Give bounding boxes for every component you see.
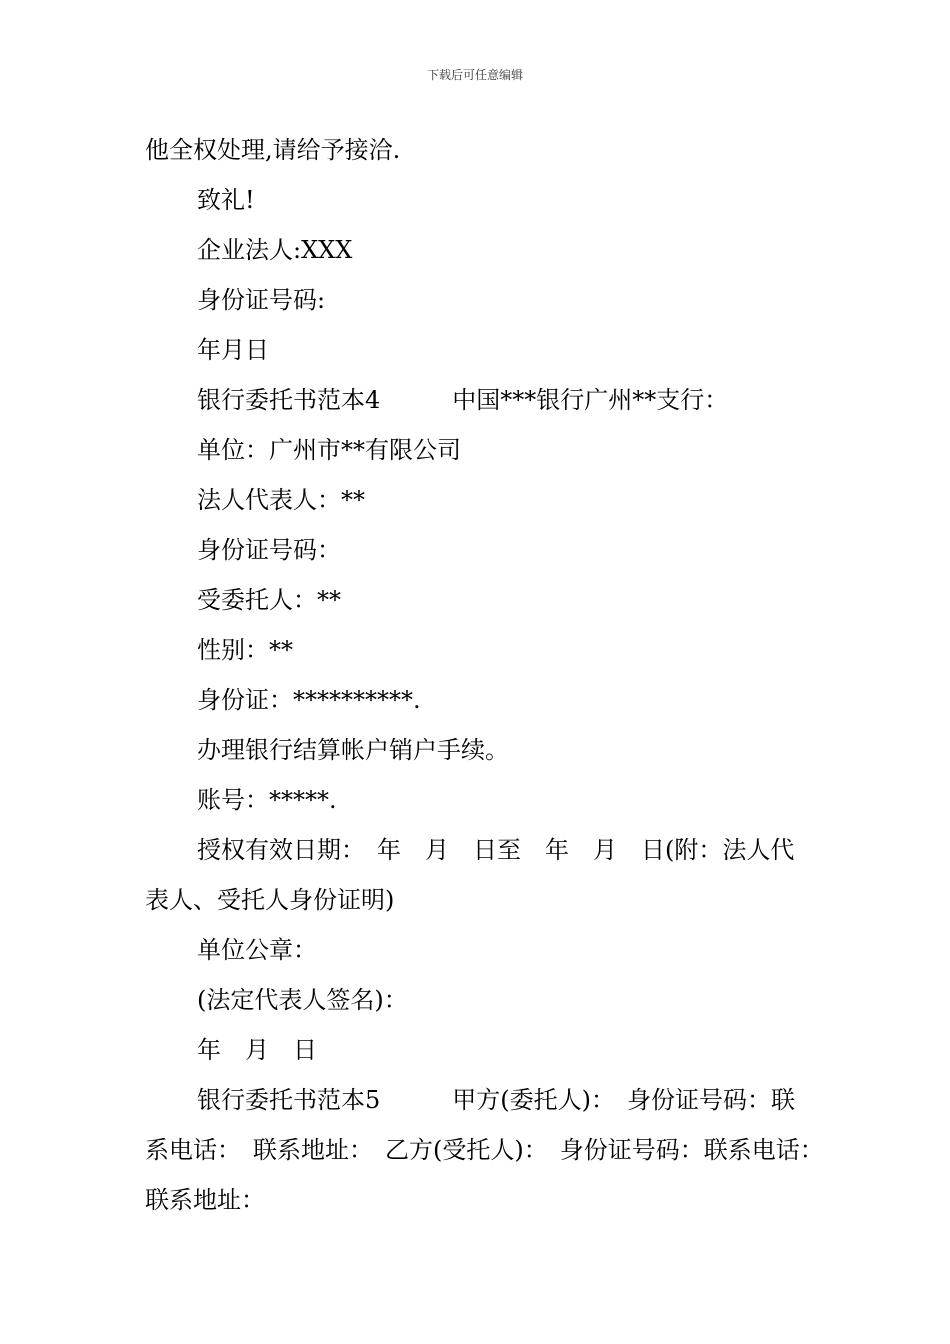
paragraph-line: 年月日	[197, 336, 269, 364]
paragraph-line: 企业法人:XXX	[197, 236, 353, 264]
page-header-note: 下载后可任意编辑	[426, 68, 523, 82]
paragraph-line: 性别：**	[197, 636, 293, 664]
paragraph-line: 身份证号码:	[197, 286, 326, 314]
paragraph-line: 他全权处理,请给予接洽.	[145, 136, 401, 164]
paragraph-line: (法定代表人签名)：	[197, 986, 408, 1014]
document-body	[145, 125, 836, 1225]
paragraph-line: 单位：广州市**有限公司	[197, 436, 461, 464]
paragraph-line: 银行委托书范本5 甲方(委托人)： 身份证号码：联系电话： 联系地址： 乙方(受托人)： 身份证号码：联系电话： 联系地址：	[145, 1086, 836, 1214]
paragraph-line: 受委托人：**	[197, 586, 341, 614]
paragraph-line: 账号：*****.	[197, 786, 337, 814]
paragraph-line: 年 月 日	[197, 1036, 317, 1064]
paragraph-line: 授权有效日期： 年 月 日至 年 月 日(附：法人代表人、受托人身份证明)	[145, 836, 795, 914]
paragraph-line: 身份证号码：	[197, 536, 341, 564]
paragraph-line: 单位公章：	[197, 936, 317, 964]
paragraph-line: 致礼!	[197, 186, 255, 214]
paragraph-line: 身份证：**********.	[197, 686, 421, 714]
paragraph-line: 银行委托书范本4 中国***银行广州**支行：	[197, 386, 729, 414]
paragraph-line: 办理银行结算帐户销户手续。	[197, 736, 509, 764]
paragraph-line: 法人代表人：**	[197, 486, 365, 514]
